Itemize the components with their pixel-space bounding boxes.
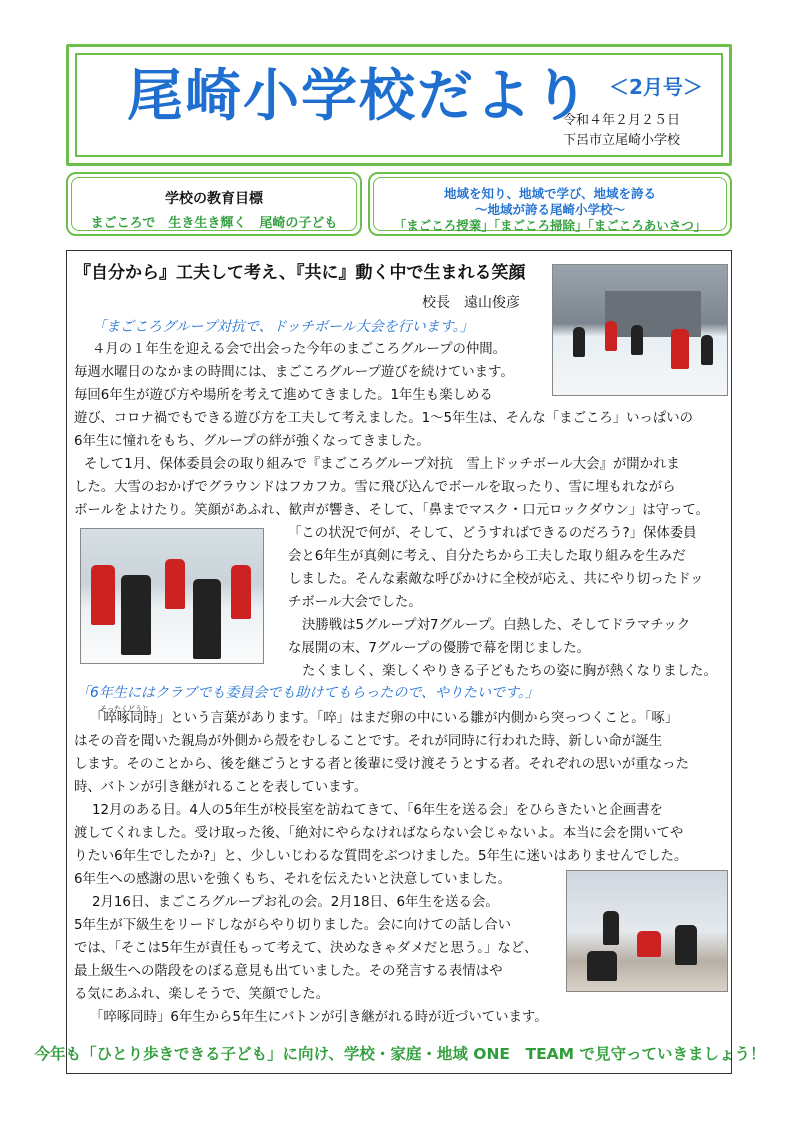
school-motto-box [368, 172, 732, 236]
article-author: 校長 遠山俊彦 [422, 295, 520, 311]
education-goal-box [66, 172, 362, 236]
issue-label: ＜2月号＞ [609, 75, 703, 99]
article-line: ボールをよけたり。笑顔があふれ、歓声が響き、そして、「鼻までマスク・口元ロックダウン」は守って。 [74, 503, 709, 518]
ruby-reading: そったくどうじ [100, 705, 149, 713]
motto-line-2: ～地域が誇る尾崎小学校～ [474, 202, 625, 217]
article-line: な展開の末、7グループの優勝で幕を閉じました。 [288, 641, 591, 656]
snow-dodgeball-photo [552, 264, 728, 396]
article-line: 決勝戦は5グループ対7グループ。白熱した、そしてドラマチック [302, 618, 691, 633]
article-line: します。そのことから、後を継ごうとする者と後輩に受け渡そうとする者。それぞれの思いが重なった [74, 757, 689, 772]
article-line: では、「そこは5年生が責任もって考えて、決めなきゃダメだと思う。」など、 [74, 941, 538, 956]
article-line: たくましく、楽しくやりきる子どもたちの姿に胸が熱くなりました。 [302, 664, 717, 679]
article-line: 最上級生への階段をのぼる意見も出ていました。その発言する表情はや [74, 964, 503, 979]
article-line: 6年生に憧れをもち、グループの絆が強くなってきました。 [74, 434, 430, 449]
article-line: 5年生が下級生をリードしながらやり切りました。会に向けての話し合い [74, 918, 512, 933]
article-line: はその音を聞いた親鳥が外側から殻をむしることです。それが同時に行われた時、新しい命が誕生 [74, 734, 663, 749]
education-goal-text: まごころで 生き生き輝く 尾崎の子ども [90, 216, 338, 231]
issue-date: 令和４年２月２５日 [563, 113, 681, 128]
school-name: 下呂市立尾崎小学校 [563, 133, 681, 148]
article-line: しました。そんな素敵な呼びかけに全校が応え、共にやり切ったドッ [288, 572, 704, 587]
article-line: 毎回6年生が遊び方や場所を考えて進めてきました。1年生も楽しめる [74, 388, 493, 403]
newsletter-title: 尾崎小学校だより [127, 64, 591, 129]
article-line: りたい6年生でしたか?」と、少しいじわるな質問をぶつけました。5年生に迷いはありませんでした。 [74, 849, 688, 864]
article-title: 『自分から』工夫して考え、『共に』動く中で生まれる笑顔 [74, 263, 526, 283]
students-group-photo [80, 528, 264, 664]
article-line: 時、バトンが引き継がれることを表しています。 [74, 780, 368, 795]
article-line: る気にあふれ、楽しそうで、笑顔でした。 [74, 987, 329, 1002]
article-line: 6年生への感謝の思いを強くもち、それを伝えたいと決意していました。 [74, 872, 512, 887]
closing-message: 今年も「ひとり歩きできる子ども」に向け、学校・家庭・地域 ONE TEAM で見守っていきましょう！ [34, 1045, 766, 1063]
article-subtitle-2: 「6年生にはクラブでも委員会でも助けてもらったので、やりたいです。」 [76, 685, 539, 701]
article-line: 「啐啄同時」6年生から5年生にバトンが引き継がれる時が近づいています。 [90, 1010, 548, 1025]
article-line: 渡してくれました。受け取った後、「絶対にやらなければならない会じゃないよ。本当に会を開いてや [74, 826, 684, 841]
motto-line-1: 地域を知り、地域で学び、地域を誇る [443, 186, 656, 201]
article-line: チボール大会でした。 [288, 595, 422, 610]
article-line: 会と6年生が真剣に考え、自分たちから工夫した取り組みを生みだ [288, 549, 686, 564]
article-line: 「この状況で何が、そして、どうすればできるのだろう?」保体委員 [288, 526, 697, 541]
article-line: 「啐啄同時」という言葉があります。「啐」はまだ卵の中にいる雛が内側から突っつくこと。「啄」 [90, 711, 679, 726]
article-line: 遊び、コロナ禍でもできる遊び方を工夫して考えました。1～5年生は、そんな「まごころ」いっぱいの [74, 411, 694, 426]
motto-line-3: 「まごころ授業」「まごころ掃除」「まごころあいさつ」 [393, 218, 707, 233]
article-line: した。大雪のおかげでグラウンドはフカフカ。雪に飛び込んでボールを取ったり、雪に埋もれながら [74, 480, 676, 495]
article-line: 毎週水曜日のなかまの時間には、まごころグループ遊びを続けています。 [74, 365, 514, 380]
article-line: そして1月、保体委員会の取り組みで『まごころグループ対抗 雪上ドッチボール大会』が開かれま [84, 457, 680, 472]
newsletter-header [66, 44, 732, 166]
article-line: 2月16日、まごころグループお礼の会。2月18日、6年生を送る会。 [92, 895, 499, 910]
article-line: ４月の１年生を迎える会で出会った今年のまごころグループの仲間。 [92, 342, 507, 357]
article-subtitle-1: 「まごころグループ対抗で、ドッチボール大会を行います。」 [92, 319, 474, 335]
farewell-meeting-photo [566, 870, 728, 992]
article-line: 12月のある日。4人の5年生が校長室を訪ねてきて、「6年生を送る会」をひらきたいと企画書を [92, 803, 663, 818]
education-goal-heading: 学校の教育目標 [165, 191, 263, 207]
